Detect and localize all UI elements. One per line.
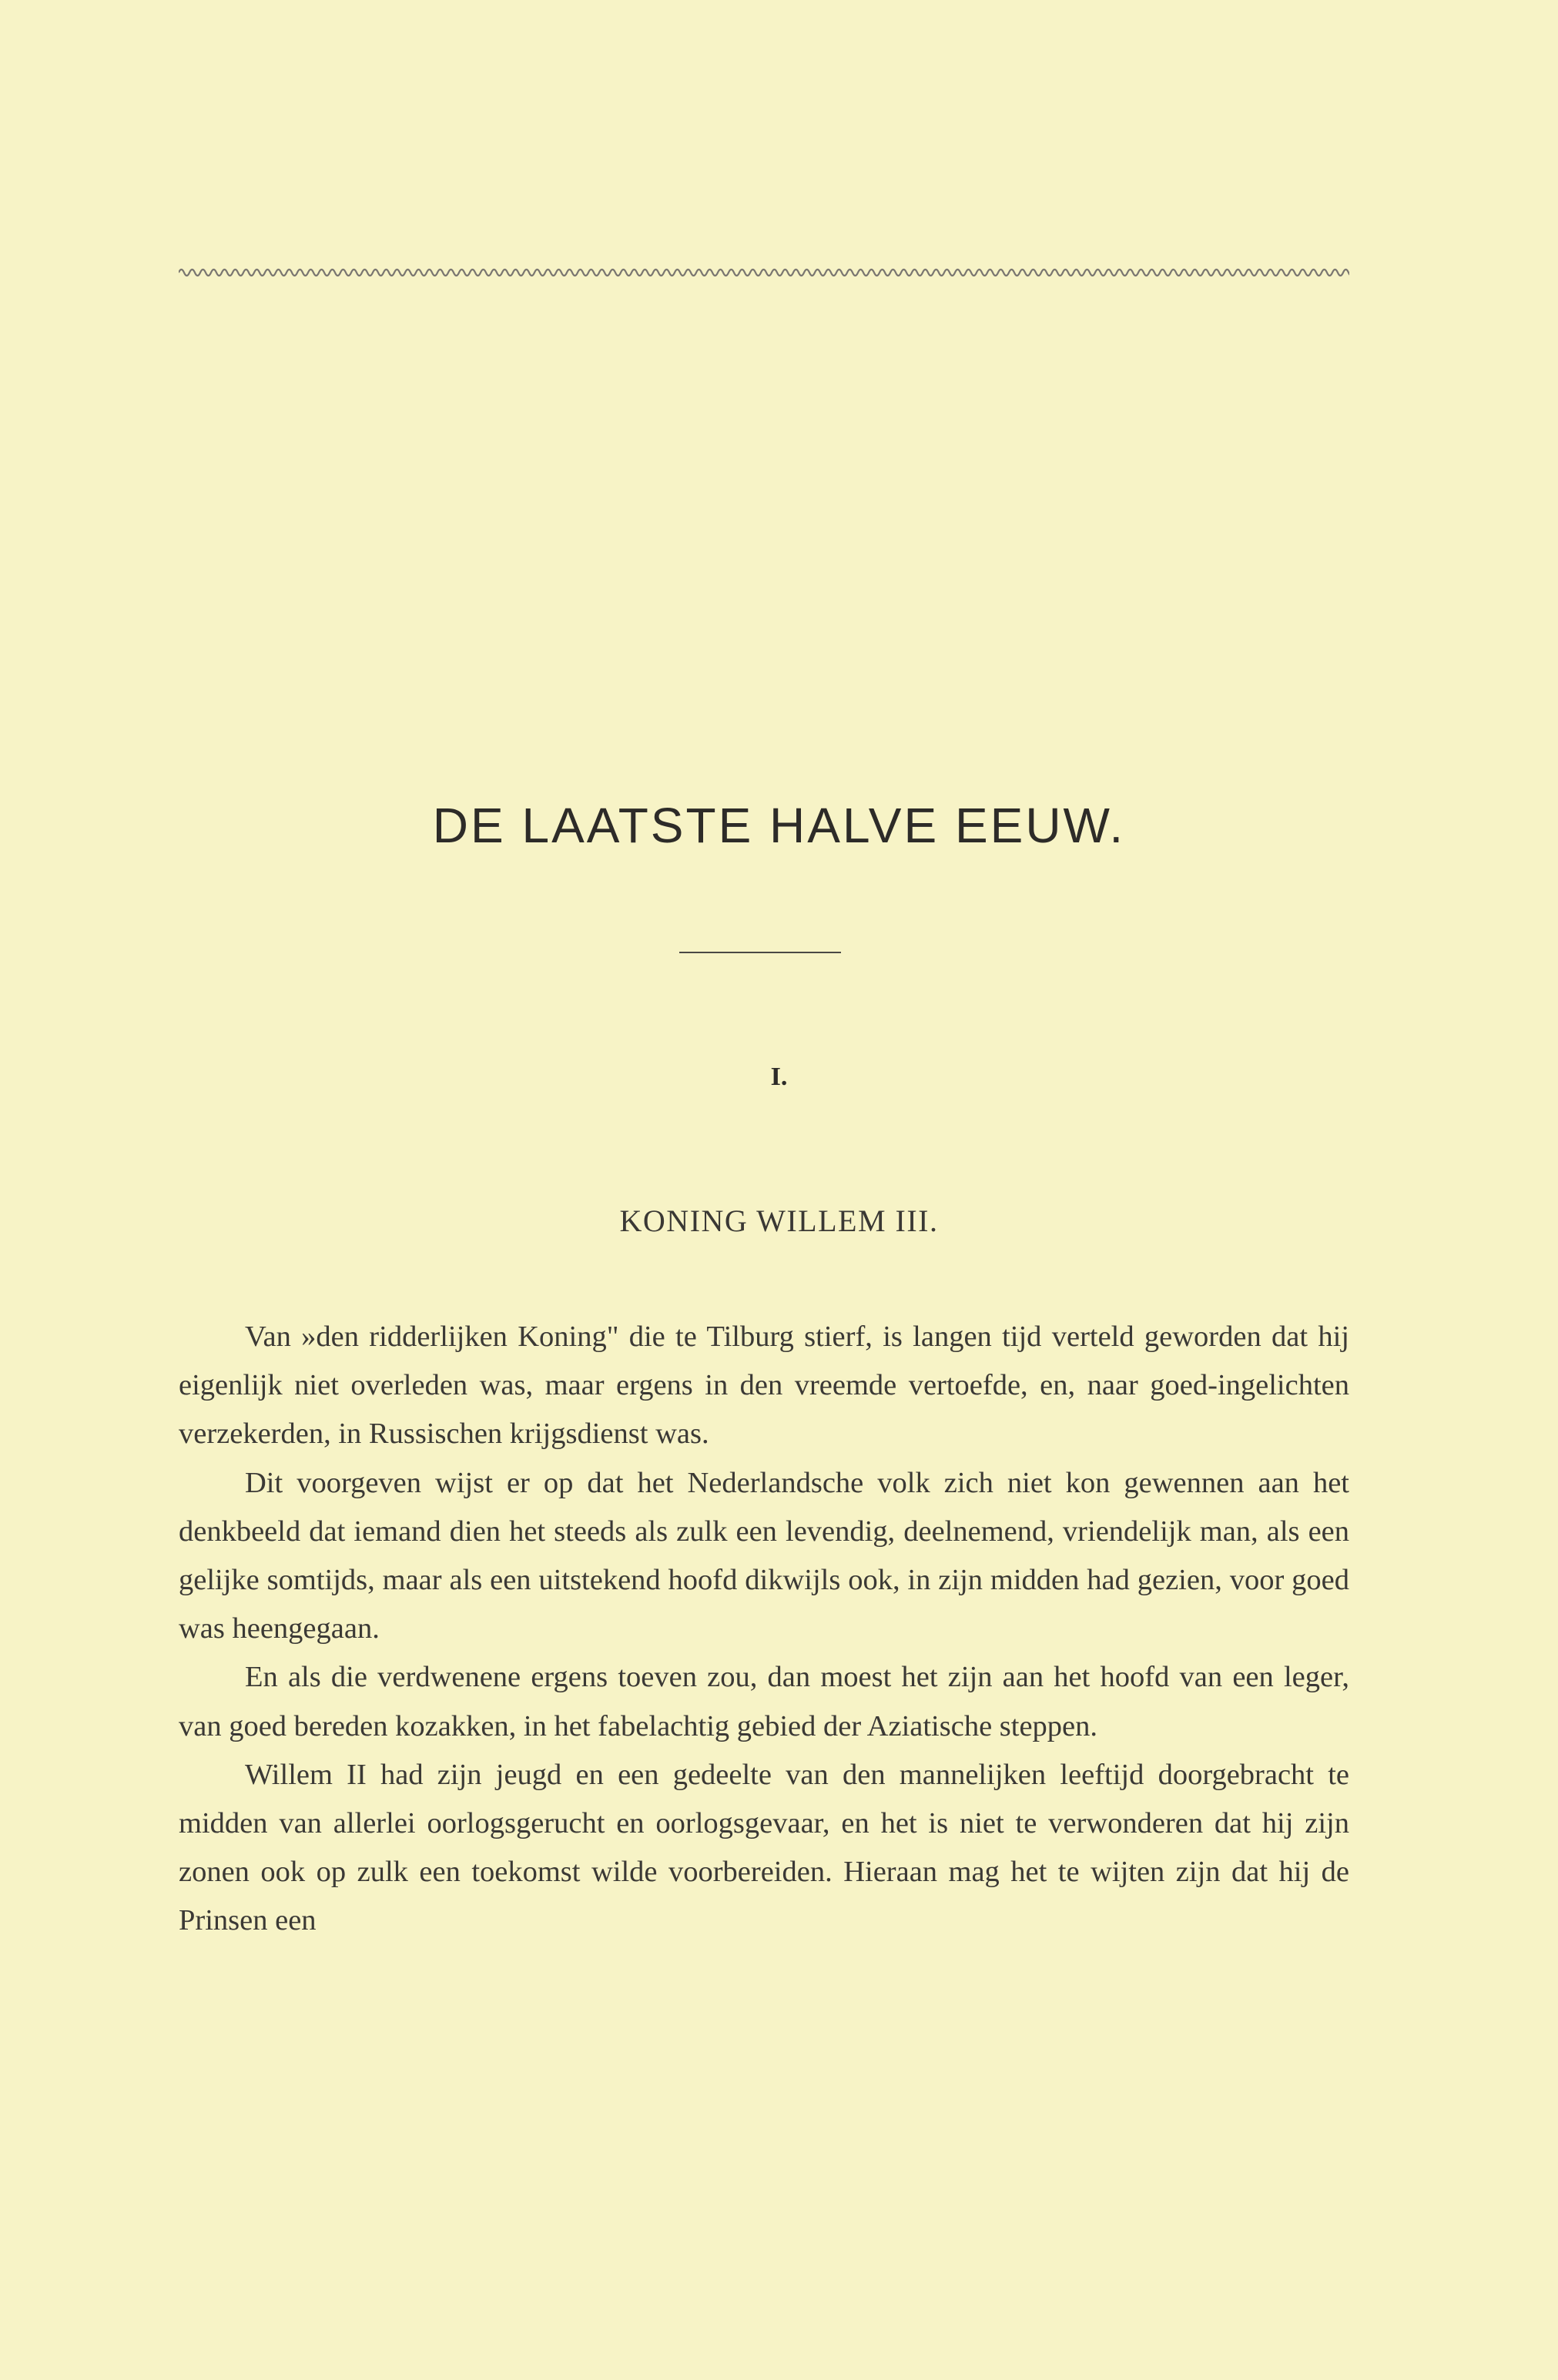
paragraph: Van »den ridderlijken Koning" die te Tilburg stierf, is langen tijd verteld geworden dat hij eigenlijk niet overleden was, maar ergens in den vreemde vertoefde, en, naar goed-ingelichten verzekerden, in Russischen krijgsdienst was. — [179, 1321, 1349, 1451]
title-divider — [679, 952, 841, 953]
chapter-number: I. — [770, 1063, 788, 1091]
paragraph: Willem II had zijn jeugd en een gedeelte van den mannelijken leeftijd doorgebracht te midden van allerlei oorlogsgerucht en oorlogsgevaar, en het is niet te verwonderen dat hij zijn zonen ook op zulk een toekomst wilde voorbereiden. Hieraan mag het te wijten zijn dat hij de Prinsen een — [179, 1758, 1349, 1937]
chapter-title: KONING WILLEM III. — [619, 1203, 939, 1238]
page-title: DE LAATSTE HALVE EEUW. — [432, 798, 1126, 853]
body-text — [179, 1313, 1349, 1946]
wavy-ornamental-rule — [179, 263, 1349, 282]
paragraph: En als die verdwenene ergens toeven zou, dan moest het zijn aan het hoofd van een leger, van goed bereden kozakken, in het fabelachtig gebied der Aziatische steppen. — [179, 1661, 1349, 1742]
paragraph: Dit voorgeven wijst er op dat het Nederlandsche volk zich niet kon gewennen aan het denkbeeld dat iemand dien het steeds als zulk een levendig, deelnemend, vriendelijk man, als een gelijke somtijds, maar als een uitstekend hoofd dikwijls ook, in zijn midden had gezien, voor goed was heengegaan. — [179, 1466, 1349, 1645]
